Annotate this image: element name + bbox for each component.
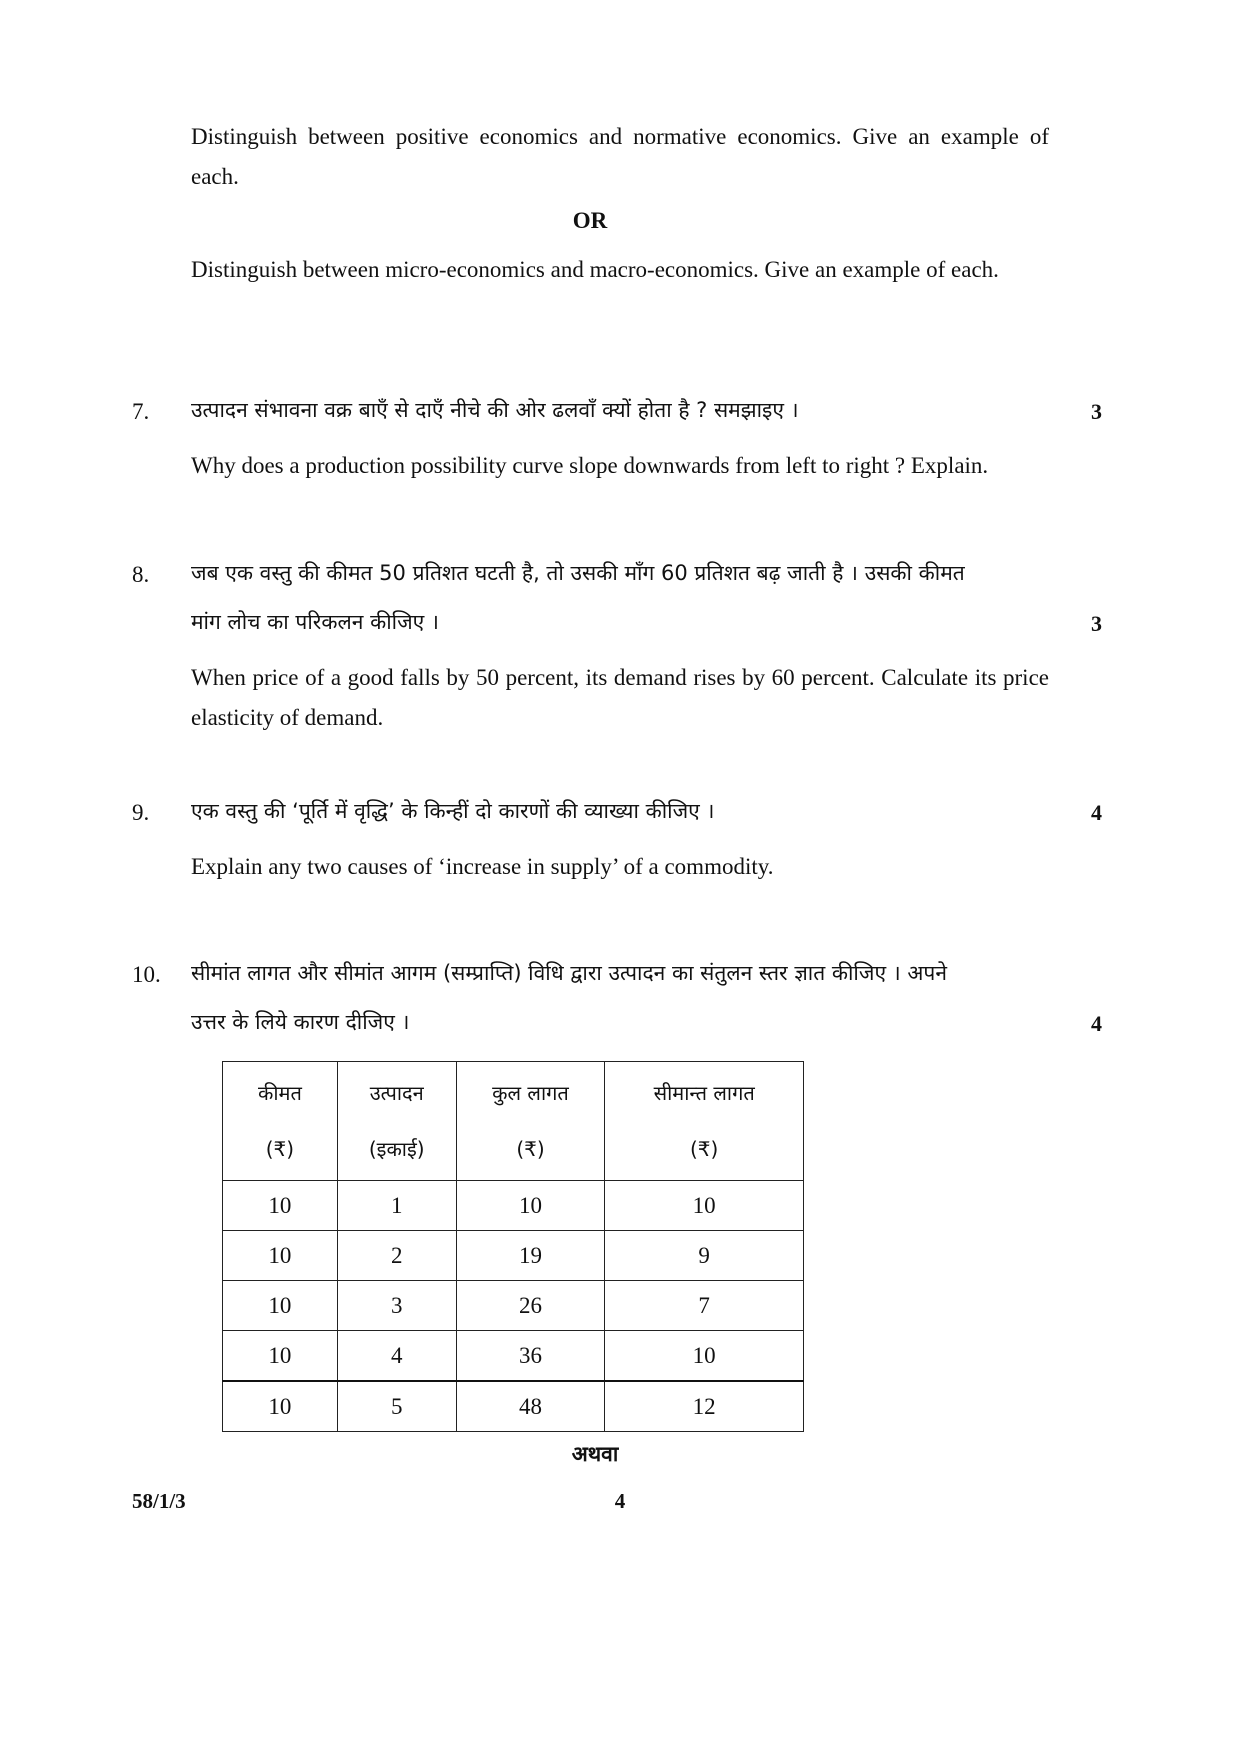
q9-number: 9.: [132, 800, 150, 825]
q6-or-label: OR: [572, 208, 608, 233]
q10-hindi-line1: सीमांत लागत और सीमांत आगम (सम्प्राप्ति) विधि द्वारा उत्पादन का संतुलन स्तर ज्ञात कीजिए । अपने: [191, 961, 948, 985]
header-marginal-cost-label: सीमान्त लागत: [653, 1081, 755, 1105]
header-output-label: उत्पादन: [369, 1081, 424, 1105]
q9-english-text: Explain any two causes of ‘increase in supply’ of a commodity.: [191, 854, 774, 879]
q9-hindi-text: एक वस्तु की ‘पूर्ति में वृद्धि’ के किन्हीं दो कारणों की व्याख्या कीजिए ।: [191, 799, 715, 823]
header-price-unit: (₹): [265, 1137, 295, 1161]
table-cell-output: 3: [337, 1281, 456, 1331]
table-cell-output: 2: [337, 1231, 456, 1281]
table-cell-price: 10: [223, 1181, 338, 1231]
q7-number: 7.: [132, 399, 150, 424]
q8-english-text: When price of a good falls by 50 percent, its demand rises by 60 percent. Calculate its price elasticity of demand.: [191, 665, 1049, 730]
q8-number: 8.: [132, 562, 150, 587]
header-output-unit: (इकाई): [368, 1137, 425, 1161]
table-cell-output: 1: [337, 1181, 456, 1231]
table-cell-total-cost: 36: [456, 1331, 605, 1382]
table-cell-total-cost: 19: [456, 1231, 605, 1281]
table-row: [223, 1381, 804, 1432]
table-row: [223, 1231, 804, 1281]
table-cell-marginal-cost: 7: [605, 1281, 804, 1331]
cost-table: [222, 1061, 804, 1432]
header-marginal-cost: [605, 1062, 804, 1181]
table-cell-output: 5: [337, 1381, 456, 1432]
table-cell-total-cost: 48: [456, 1381, 605, 1432]
table-cell-total-cost: 10: [456, 1181, 605, 1231]
table-cell-marginal-cost: 10: [605, 1181, 804, 1231]
q6-main-text: Distinguish between positive economics and normative economics. Give an example of each.: [191, 124, 1049, 189]
q8-hindi-line2: मांग लोच का परिकलन कीजिए ।: [191, 610, 439, 634]
table-cell-price: 10: [223, 1281, 338, 1331]
page-number: 4: [614, 1489, 626, 1513]
table-row: [223, 1281, 804, 1331]
table-cell-marginal-cost: 9: [605, 1231, 804, 1281]
q7-marks: 3: [1091, 399, 1102, 424]
header-marginal-cost-unit: (₹): [690, 1137, 719, 1161]
q8-marks: 3: [1091, 611, 1102, 636]
header-price-label: कीमत: [257, 1081, 302, 1105]
table-row: [223, 1331, 804, 1382]
header-total-cost-label: कुल लागत: [492, 1081, 569, 1105]
header-total-cost: [456, 1062, 605, 1181]
table-cell-price: 10: [223, 1381, 338, 1432]
table-cell-price: 10: [223, 1231, 338, 1281]
table-cell-total-cost: 26: [456, 1281, 605, 1331]
q9-marks: 4: [1091, 800, 1102, 825]
q10-marks: 4: [1091, 1011, 1102, 1036]
table-cell-marginal-cost: 10: [605, 1331, 804, 1382]
q10-number: 10.: [132, 962, 161, 987]
table-row: [223, 1181, 804, 1231]
q10-hindi-line2: उत्तर के लिये कारण दीजिए ।: [191, 1010, 410, 1034]
q7-hindi-text: उत्पादन संभावना वक्र बाएँ से दाएँ नीचे की ओर ढलवाँ क्यों होता है ? समझाइए ।: [191, 398, 799, 422]
q6-alt-text: Distinguish between micro-economics and macro-economics. Give an example of each.: [191, 257, 999, 282]
header-output: [337, 1062, 456, 1181]
header-price: [223, 1062, 338, 1181]
q10-or-label: अथवा: [571, 1442, 619, 1466]
cost-table-header-row: [223, 1062, 804, 1181]
paper-code: 58/1/3: [132, 1489, 186, 1513]
table-cell-price: 10: [223, 1331, 338, 1382]
q8-hindi-line1: जब एक वस्तु की कीमत 50 प्रतिशत घटती है, तो उसकी माँग 60 प्रतिशत बढ़ जाती है । उसकी कीमत: [191, 561, 965, 585]
header-total-cost-unit: (₹): [516, 1137, 545, 1161]
table-cell-output: 4: [337, 1331, 456, 1382]
table-cell-marginal-cost: 12: [605, 1381, 804, 1432]
q7-english-text: Why does a production possibility curve slope downwards from left to right ? Explain.: [191, 453, 989, 478]
